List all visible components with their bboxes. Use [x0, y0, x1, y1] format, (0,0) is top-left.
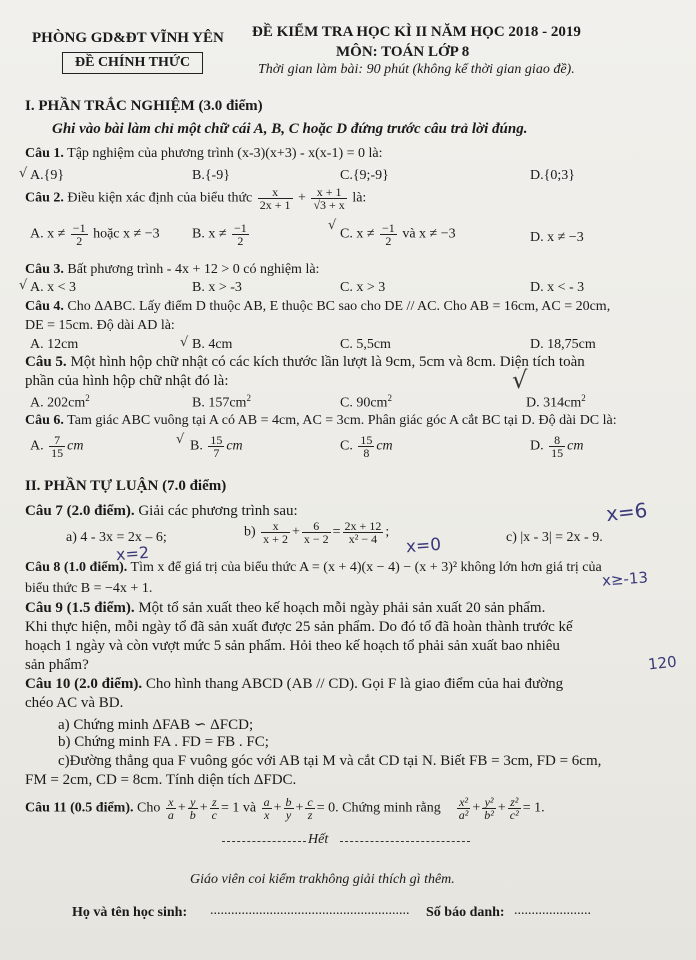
q5-option-a: A. $202cm^2$: [30, 393, 90, 411]
plus-sign: +: [298, 190, 306, 206]
q1-option-b: B.{-9}: [192, 168, 230, 183]
student-name-label: Họ và tên học sinh:: [72, 905, 188, 920]
q2-option-b: B. x ≠ $\frac{-1}{2}$: [192, 221, 247, 248]
student-id-label: Số báo danh:: [426, 905, 505, 920]
check-mark-icon: √: [176, 432, 185, 447]
q2-tail: là:: [352, 190, 367, 206]
check-mark-icon: √: [19, 166, 28, 181]
q2-option-d: D. x ≠ −3: [530, 230, 584, 245]
time-note: Thời gian làm bài: 90 phút (không kể thời gian giao đề).: [258, 62, 575, 77]
q4-text-1: Cho ΔABC. Lấy điểm D thuộc AB, E thuộc BC sao cho DE // AC. Cho AB = 16cm, AC = 20cm,: [67, 299, 611, 314]
q1-option-d: D.{0;3}: [530, 168, 575, 183]
handwritten-answer: x=6: [604, 497, 649, 527]
q5-text-1: Một hình hộp chữ nhật có các kích thước lần lượt là 9cm, 5cm và 8cm. Diện tích toàn: [70, 354, 585, 370]
q7-part-a: a) 4 - 3x = 2x – 6;: [66, 530, 167, 545]
q10-part-c-2: FM = 2cm, CD = 8cm. Tính diện tích ΔFDC.: [25, 772, 297, 788]
q10-text-1: Cho hình thang ABCD (AB // CD). Gọi F là giao điểm của hai đường: [145, 676, 564, 692]
q1-stem: [25, 146, 383, 162]
exam-title: ĐỀ KIỂM TRA HỌC KÌ II NĂM HỌC 2018 - 2019: [252, 24, 581, 40]
q5-option-d: D. $314cm^2$: [526, 393, 586, 411]
end-marker: Hết: [308, 832, 329, 847]
check-mark-icon: √: [180, 335, 189, 350]
q5-label: Câu 5.: [25, 354, 67, 370]
q9-text-3: hoạch 1 ngày và còn vượt mức 5 sản phẩm. Hỏi theo kế hoạch tổ phải sản xuất bao nhiêu: [25, 638, 560, 654]
student-name-line: .........................................................: [210, 903, 410, 918]
q2-stem: [25, 186, 366, 211]
q5-text-2: phần của hình hộp chữ nhật đó là:: [25, 373, 229, 389]
q2-text: Điều kiện xác định của biểu thức: [67, 190, 253, 206]
q1-label: Câu 1.: [25, 146, 64, 161]
q8-text-1: Tìm x để giá trị của biểu thức A = (x + 4)(x − 4) − (x + 3)² không lớn hơn giá trị của: [130, 560, 602, 575]
q10-part-c-1: c)Đường thẳng qua F vuông góc với AB tại M và cắt CD tại N. Biết FB = 3cm, FD = 6cm,: [58, 753, 602, 769]
handwritten-answer: x≥-13: [601, 568, 649, 590]
q11-stem: Câu 11 (0.5 điểm). Cho $\frac{x}{a}$ + $\frac{y}{b}$ + $\frac{z}{c}$ = 1 và $\frac{a}{x}$ + $\frac{b}{y}$ + $\frac{c}{z}$ = 0. Chứng minh rằng $\frac{\text{x²}}{\text{a²}}$ + $\frac{\text{y²}}{\text{b²}}$ + $\frac{\text{z²}}{\text{c²}}$ = 1.: [25, 795, 545, 822]
q3-text: Bất phương trình - 4x + 12 > 0 có nghiệm là:: [67, 262, 320, 277]
check-mark-icon: √: [19, 278, 28, 293]
q10-text-2: chéo AC và BD.: [25, 695, 124, 711]
q2-label: Câu 2.: [25, 190, 64, 206]
q8-label: Câu 8 (1.0 điểm).: [25, 560, 128, 575]
q6-option-d: D. $\frac{8}{15}$ cm: [530, 433, 584, 460]
end-rule-left: [222, 841, 306, 842]
q7-stem: [25, 503, 298, 520]
q6-option-b: B. $\frac{15}{7}$ cm: [190, 433, 243, 460]
q3-option-d: D. x < - 3: [530, 280, 585, 295]
department-name: PHÒNG GD&ĐT VĨNH YÊN: [32, 30, 224, 46]
q4-text-2: DE = 15cm. Độ dài AD là:: [25, 318, 175, 333]
q9-label: Câu 9 (1.5 điểm).: [25, 600, 135, 616]
q9-text-2: Khi thực hiện, mỗi ngày tổ đã sản xuất được 25 sản phẩm. Do đó tổ đã hoàn thành trước kế: [25, 619, 573, 635]
q3-label: Câu 3.: [25, 262, 64, 277]
q5-option-b: B. $157cm^2$: [192, 393, 251, 411]
check-mark-icon: √: [512, 366, 528, 394]
q2-option-c: C. x ≠ $\frac{-1}{2}$ và x ≠ −3: [340, 221, 456, 248]
student-id-line: ......................: [514, 903, 591, 918]
q4-option-b: B. 4cm: [192, 337, 233, 352]
check-mark-icon: √: [328, 218, 337, 233]
q7-text: Giải các phương trình sau:: [138, 503, 298, 519]
part2-title: II. PHẦN TỰ LUẬN (7.0 điểm): [25, 478, 227, 494]
official-label: ĐỀ CHÍNH THỨC: [62, 52, 203, 74]
q7-part-b: b) $\frac{x}{x + 2}$ + $\frac{6}{x - 2}$ = $\frac{2x + 12}{\text{x² − 4}}$ ;: [244, 519, 390, 546]
handwritten-answer: x=0: [405, 534, 442, 558]
q10-stem: [25, 676, 563, 693]
q9-text-1: Một tổ sản xuất theo kế hoạch mỗi ngày phải sản xuất 20 sản phẩm.: [138, 600, 546, 616]
q2-fraction-2: $\frac{x + 1}{√3 + x}$: [313, 185, 345, 212]
q5-option-c: C. $90cm^2$: [340, 393, 392, 411]
q3-option-a: A. x < 3: [30, 280, 77, 295]
q6-text: Tam giác ABC vuông tại A có AB = 4cm, AC = 3cm. Phân giác góc A cắt BC tại D. Độ dài DC là:: [67, 413, 617, 428]
q4-stem: [25, 299, 610, 315]
q11-label: Câu 11 (0.5 điểm).: [25, 800, 134, 816]
part1-instruction: Ghi vào bài làm chỉ một chữ cái A, B, C hoặc D đứng trước câu trả lời đúng.: [52, 121, 528, 137]
q10-part-b: b) Chứng minh FA . FD = FB . FC;: [58, 734, 269, 750]
q2-fraction-1: $\frac{x}{2x + 1}$: [259, 185, 291, 212]
q1-option-c: C.{9;-9}: [340, 168, 389, 183]
q10-part-a: a) Chứng minh ΔFAB ∽ ΔFCD;: [58, 717, 254, 733]
q6-stem: [25, 413, 617, 429]
q1-text: Tập nghiệm của phương trình (x-3)(x+3) - x(x-1) = 0 là:: [67, 146, 383, 161]
q9-stem: [25, 600, 545, 617]
footer-note: Giáo viên coi kiểm trakhông giải thích gì thêm.: [190, 872, 455, 887]
q4-label: Câu 4.: [25, 299, 64, 314]
q2-option-a: A. x ≠ $\frac{-1}{2}$ hoặc x ≠ −3: [30, 221, 160, 248]
q4-option-c: C. 5,5cm: [340, 337, 391, 352]
handwritten-answer: x=2: [115, 542, 150, 565]
q3-option-c: C. x > 3: [340, 280, 386, 295]
q4-option-d: D. 18,75cm: [530, 337, 596, 352]
q9-text-4: sản phẩm?: [25, 657, 89, 673]
q5-stem: [25, 354, 585, 371]
q6-label: Câu 6.: [25, 413, 64, 428]
q8-text-2: biểu thức B = −4x + 1.: [25, 581, 153, 596]
q3-option-b: B. x > -3: [192, 280, 242, 295]
q6-option-a: A. $\frac{7}{15}$ cm: [30, 433, 84, 460]
subject-title: MÔN: TOÁN LỚP 8: [336, 44, 470, 60]
q10-label: Câu 10 (2.0 điểm).: [25, 676, 143, 692]
handwritten-answer: 120: [647, 652, 678, 674]
q8-stem: [25, 560, 602, 576]
part1-title: I. PHẦN TRẮC NGHIỆM (3.0 điểm): [25, 98, 263, 114]
q6-option-c: C. $\frac{15}{8}$ cm: [340, 433, 393, 460]
q7-label: Câu 7 (2.0 điểm).: [25, 503, 135, 519]
end-rule-right: [340, 841, 470, 842]
q3-stem: [25, 262, 319, 278]
q7-part-c: c) |x - 3| = 2x - 9.: [506, 530, 603, 545]
q1-option-a: A.{9}: [30, 168, 65, 183]
q4-option-a: A. 12cm: [30, 337, 79, 352]
